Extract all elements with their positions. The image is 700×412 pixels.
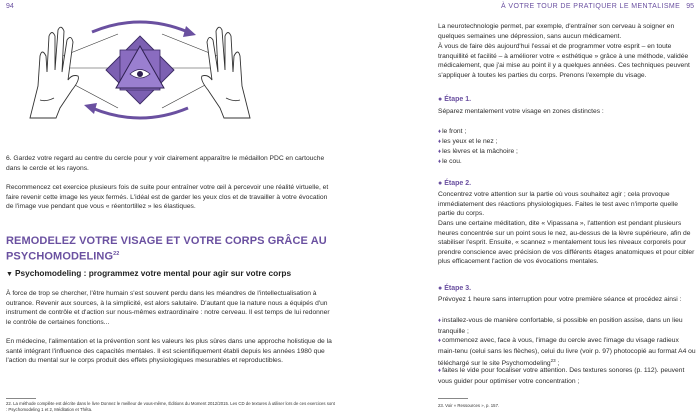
- running-head-title: À VOTRE TOUR DE PRATIQUER LE MENTALISME: [501, 3, 681, 10]
- arrow-head-bottom-icon: [84, 103, 97, 114]
- left-page: [0, 0, 350, 411]
- diamond-bullet-icon: ♦: [438, 149, 442, 155]
- section-heading-note: 22: [113, 250, 120, 257]
- step-3-item: ♦faites le vide pour focaliser votre attention. Des textures sonores (p. 112). peuvent vous guider pour optimiser votre concentration ;: [438, 367, 685, 385]
- step-1-label: ● Étape 1.: [438, 96, 472, 103]
- step-bullet-icon: ●: [438, 180, 443, 187]
- diamond-bullet-icon: ♦: [438, 318, 442, 324]
- right-hand: [202, 27, 250, 118]
- diamond-bullet-icon: ♦: [438, 139, 442, 145]
- section-heading: [6, 235, 336, 263]
- arc-arrow-top: [92, 22, 188, 32]
- section-heading-text: REMODELEZ VOTRE VISAGE ET VOTRE CORPS GRÂCE AU PSYCHOMODELING: [6, 235, 327, 263]
- footnote-rule-left: [6, 398, 36, 399]
- step-1-text: Séparez mentalement votre visage en zones distinctes :: [438, 108, 604, 115]
- triangle-down-icon: ▼: [6, 271, 13, 278]
- medecine-paragraph: En médecine, l'alimentation et la prévention sont les valeurs les plus sûres dans une approche holistique de la santé intégrant l'influence des capacités mentales. Il est scientifiquement établi depuis les années 1980 que l'action du mental sur le corps produit des effets physiologiques mesurables et reproductibles.: [6, 338, 332, 365]
- footnote-22: 22. La méthode complète est décrite dans le livre Donnez le meilleur de vous-même, Éditions du Moment 2012/2015. Les CD de textures à utiliser lors de ces exercices sont : Psychomodeling 1 et 2, Méditation et Thêta.: [6, 401, 335, 412]
- zone-item: ♦le front ;: [438, 128, 467, 135]
- step-2-label: ● Étape 2.: [438, 180, 472, 187]
- step-3-item: ♦commencez avec, face à vous, l'image du cercle avec l'image du visage radieux main-tenu (celui sans les flèches), celui du livre (voir p. 97) photocopié au format A4 ou téléchargé sur le site Psychomodeling$^{23}$ ;: [438, 337, 696, 368]
- arrow-head-top-icon: [183, 26, 196, 37]
- diamond-bullet-icon: ♦: [438, 338, 442, 344]
- hands-string-figure: [20, 16, 260, 121]
- footnote-rule-right: [438, 398, 468, 399]
- zone-item: ♦les lèvres et la mâchoire ;: [438, 148, 518, 155]
- step-3-item: ♦installez-vous de manière confortable, si possible en position assise, dans un lieu tranquille ;: [438, 317, 683, 335]
- footnote-ref-23: 23: [550, 358, 556, 364]
- page-number-left: 94: [6, 3, 14, 10]
- diamond-bullet-icon: ♦: [438, 159, 442, 165]
- step-bullet-icon: ●: [438, 96, 443, 103]
- step-3-label: ● Étape 3.: [438, 285, 472, 292]
- step-6-paragraph: 6. Gardez votre regard au centre du cercle pour y voir clairement apparaître le médaillon PDC en cartouche dans le cercle et les rayons.: [6, 155, 325, 172]
- subheading: [6, 268, 336, 280]
- left-hand: [30, 27, 78, 118]
- step-2-text: Concentrez votre attention sur la partie où vous souhaitez agir ; cela provoque immédiatement des réactions physiologiques. Faites le test avec n'importe quelle partie du corps.: [438, 191, 678, 218]
- essai-paragraph: À vous de faire dès aujourd'hui l'essai et de programmer votre esprit – en toute tranquillité et facilité – à améliorer votre « esthétique » grâce à une méthode, validée médicalement, que j'ai mise au point il y a quelques années. Ces techniques peuvent s'appliquer à toutes les parties du corps. Prenons l'exemple du visage.: [438, 43, 690, 79]
- subheading-text: Psychomodeling : programmez votre mental pour agir sur votre corps: [14, 268, 292, 278]
- recommencez-paragraph: Recommencez cet exercice plusieurs fois de suite pour entraîner votre œil à percevoir une réalité virtuelle, et faire revenir cette image les yeux fermés. L'idéal est de garder les yeux clos et de travailler à votre évocation de l'image vue pendant que vous « réentortillez » les élastiques.: [6, 184, 329, 211]
- arc-arrow-bottom: [92, 108, 188, 118]
- step-bullet-icon: ●: [438, 285, 443, 292]
- zone-item: ♦le cou.: [438, 158, 462, 165]
- diamond-bullet-icon: ♦: [438, 129, 442, 135]
- footnote-23: 23. Voir « Ressources », p. 157.: [438, 403, 500, 408]
- vipassana-paragraph: Dans une certaine méditation, dite « Vipassana », l'attention est pendant plusieurs heures concentrée sur un point sous le nez, au-dessus de la lèvre supérieure, afin de stabiliser l'esprit. Ensuite, « scannez » mentalement tous les niveaux corporels pour prendre conscience avec précision de vos différents étages anatomiques et pour cibler plus efficacement l'action de vos évocations mentales.: [438, 220, 695, 266]
- step-3-text: Prévoyez 1 heure sans interruption pour votre première séance et procédez ainsi :: [438, 296, 682, 303]
- page-number-right: 95: [686, 3, 694, 10]
- neuro-paragraph: La neurotechnologie permet, par exemple, d'entraîner son cerveau à soigner en quelques semaines une dépression, sans aucun médicament.: [438, 23, 675, 40]
- force-paragraph: À force de trop se chercher, l'être humain s'est souvent perdu dans les méandres de l'intellectualisation à outrance. Revenir aux sources, à la simplicité, est alors salutaire. D'autant que la nature nous a équipés d'un instrument de contrôle et d'action sur nous-mêmes extraordinaire : notre cerveau. Il est temps de lui redonner le contrôle de certaines fonctions...: [6, 290, 330, 326]
- zone-item: ♦les yeux et le nez ;: [438, 138, 498, 145]
- diamond-bullet-icon: ♦: [438, 368, 442, 374]
- running-head: [501, 3, 694, 10]
